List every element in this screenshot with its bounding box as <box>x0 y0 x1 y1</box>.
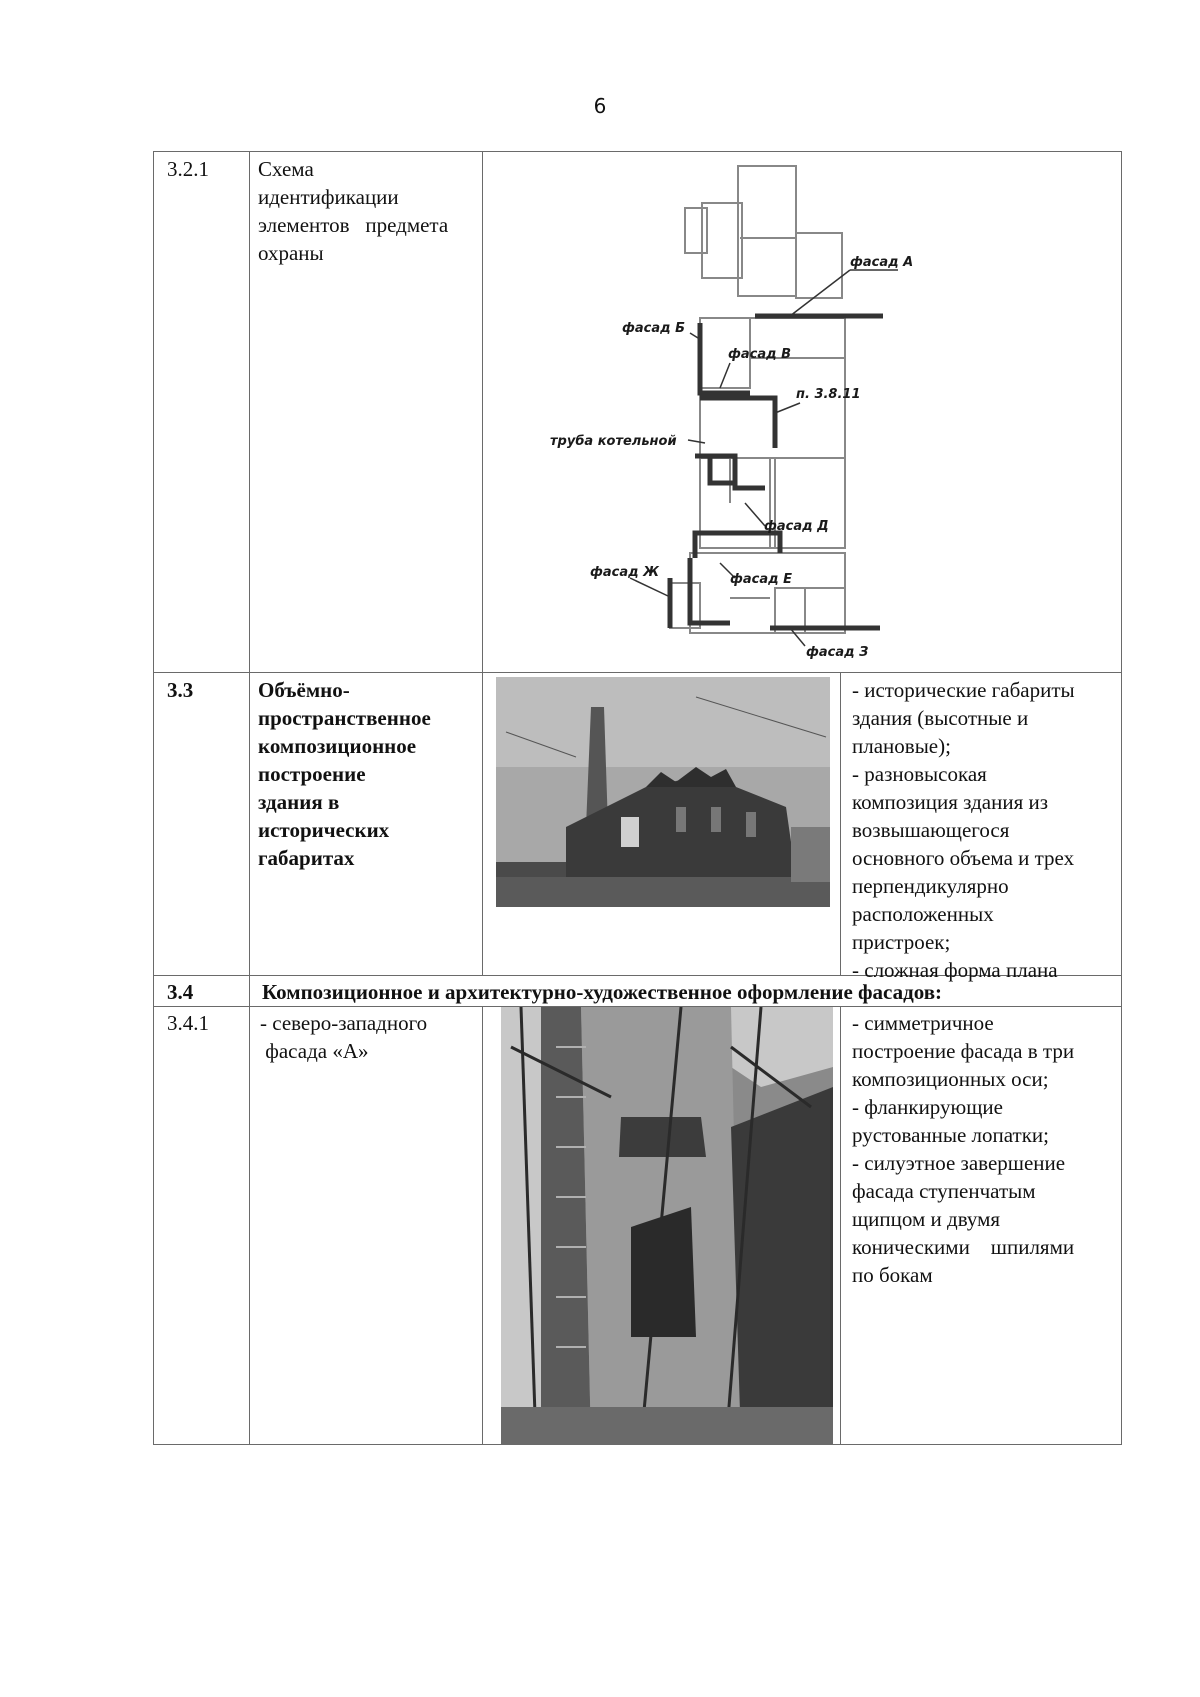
row-number-3-4-1: 3.4.1 <box>167 1011 209 1035</box>
plan-label-facade-z: фасад З <box>806 645 869 660</box>
title-line: элементов предмета <box>258 213 449 237</box>
description-line: фасада ступенчатым <box>852 1179 1036 1203</box>
description-line: композиция здания из <box>852 790 1049 814</box>
plan-label-facade-zh: фасад Ж <box>590 565 660 580</box>
title-line: - северо-западного <box>260 1011 428 1035</box>
description-line: - исторические габариты <box>852 678 1075 702</box>
description-line: коническими шпилями <box>852 1235 1075 1259</box>
description-line: здания (высотные и <box>852 706 1029 730</box>
section-heading-3-4: Композиционное и архитектурно-художественное оформление фасадов: <box>262 980 943 1004</box>
title-line: идентификации <box>258 185 399 209</box>
plan-label-facade-a: фасад А <box>850 255 914 270</box>
page-number: 6 <box>593 94 607 118</box>
description-line: композиционных оси; <box>852 1067 1049 1091</box>
description-line: - разновысокая <box>852 762 987 786</box>
title-line: охраны <box>258 241 324 265</box>
building-photo-volume <box>496 677 830 907</box>
plan-label-boiler-chimney: труба котельной <box>550 434 677 449</box>
description-line: возвышающегося <box>852 818 1010 842</box>
description-line: плановые); <box>852 734 951 758</box>
row-title-3-2-1 <box>258 155 480 267</box>
plan-label-facade-e: фасад Е <box>730 572 793 587</box>
row-description-3-4-1 <box>852 1009 1118 1289</box>
description-line: по бокам <box>852 1263 933 1287</box>
row-title-3-3 <box>258 676 480 872</box>
title-line: пространственное <box>258 706 431 730</box>
title-line: Объёмно- <box>258 678 350 702</box>
row-title-3-4-1 <box>260 1009 482 1065</box>
floor-plan-diagram <box>550 158 930 663</box>
description-line: - фланкирующие <box>852 1095 1003 1119</box>
row-number-3-3: 3.3 <box>167 678 194 702</box>
title-line: Схема <box>258 157 314 181</box>
description-line: расположенных <box>852 902 994 926</box>
row-number-3-4: 3.4 <box>167 980 194 1004</box>
description-line: - симметричное <box>852 1011 994 1035</box>
description-line: - сложная форма плана <box>852 958 1058 982</box>
description-line: основного объема и трех <box>852 846 1075 870</box>
plan-label-facade-d: фасад Д <box>764 519 829 534</box>
description-line: построение фасада в три <box>852 1039 1075 1063</box>
description-line: - силуэтное завершение <box>852 1151 1066 1175</box>
title-line: композиционное <box>258 734 417 758</box>
plan-label-item-3-8-11: п. 3.8.11 <box>796 387 861 402</box>
plan-label-facade-b: фасад Б <box>622 321 686 336</box>
row-description-3-3 <box>852 676 1120 984</box>
title-line: исторических <box>258 818 390 842</box>
title-line: габаритах <box>258 846 355 870</box>
title-line: построение <box>258 762 366 786</box>
description-line: пристроек; <box>852 930 951 954</box>
plan-label-facade-v: фасад В <box>728 347 792 362</box>
facade-a-photo <box>501 1007 833 1444</box>
description-line: щипцом и двумя <box>852 1207 1001 1231</box>
description-line: перпендикулярно <box>852 874 1009 898</box>
title-line: фасада «А» <box>260 1039 369 1063</box>
description-line: рустованные лопатки; <box>852 1123 1050 1147</box>
title-line: здания в <box>258 790 340 814</box>
row-number-3-2-1: 3.2.1 <box>167 157 209 181</box>
